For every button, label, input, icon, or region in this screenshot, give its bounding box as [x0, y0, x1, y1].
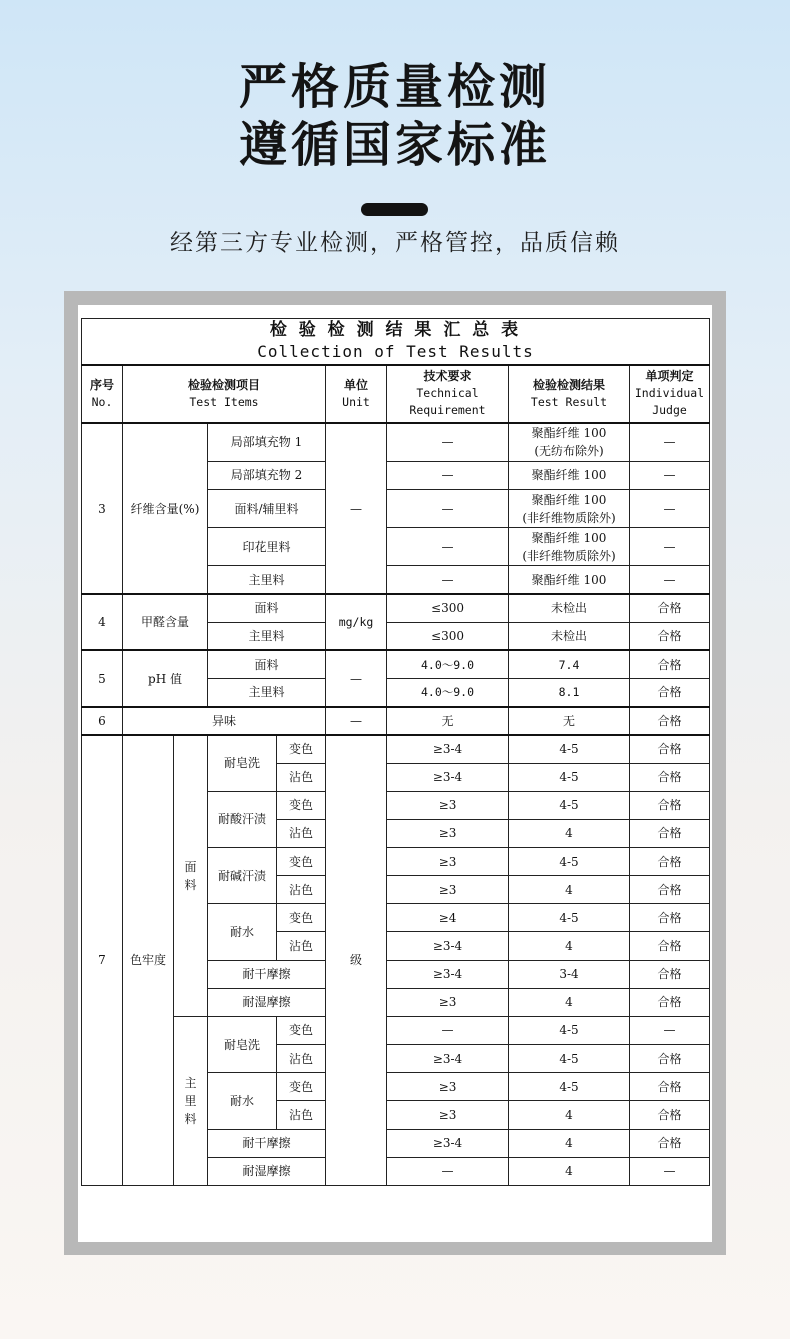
judge-cell: 合格	[630, 763, 710, 791]
colorfast-row	[82, 1016, 710, 1044]
fastness-sub: 变色	[277, 735, 326, 763]
fastness-sub: 变色	[277, 791, 326, 819]
result-cell: 聚酯纤维 100	[509, 566, 630, 594]
result-cell: 4-5	[509, 791, 630, 819]
requirement-cell: ≥3	[387, 988, 509, 1016]
unit-cell: —	[326, 707, 387, 735]
result-line-2: (非纤维物质除外)	[522, 548, 616, 563]
group-label-char: 料	[184, 1111, 197, 1126]
row-number: 6	[82, 707, 123, 735]
fastness-test: 耐湿摩擦	[208, 1157, 326, 1185]
col-no-header: 序号 No.	[82, 365, 123, 423]
requirement-cell: 4.0～9.0	[387, 679, 509, 707]
fastness-sub: 沾色	[277, 1045, 326, 1073]
group-label-char: 主	[184, 1075, 197, 1090]
group-label-char: 里	[184, 1093, 197, 1108]
fiber-row	[82, 423, 710, 461]
result-cell: 未检出	[509, 594, 630, 622]
sub-item: 主里料	[208, 622, 326, 650]
requirement-cell: —	[387, 461, 509, 489]
judge-cell: —	[630, 423, 710, 461]
test-item: pH 值	[123, 650, 208, 706]
result-cell: 4	[509, 819, 630, 847]
fastness-sub: 变色	[277, 904, 326, 932]
requirement-cell: —	[387, 528, 509, 566]
colorfast-row	[82, 735, 710, 763]
row-number: 3	[82, 423, 123, 594]
requirement-cell: ≥3	[387, 847, 509, 875]
sub-item: 局部填充物 1	[208, 423, 326, 461]
result-cell: 4	[509, 988, 630, 1016]
judge-cell: 合格	[630, 847, 710, 875]
col-items-header: 检验检测项目 Test Items	[123, 365, 326, 423]
fastness-sub: 变色	[277, 847, 326, 875]
col-result-header: 检验检测结果 Test Result	[509, 365, 630, 423]
report-title-en: Collection of Test Results	[257, 342, 534, 362]
judge-cell: 合格	[630, 707, 710, 735]
test-item: 甲醛含量	[123, 594, 208, 650]
judge-cell: 合格	[630, 1129, 710, 1157]
result-cell: 4	[509, 1101, 630, 1129]
judge-cell: 合格	[630, 791, 710, 819]
result-cell: 4	[509, 1129, 630, 1157]
requirement-cell: ≤300	[387, 594, 509, 622]
requirement-cell: —	[387, 566, 509, 594]
judge-cell: 合格	[630, 735, 710, 763]
sub-item: 局部填充物 2	[208, 461, 326, 489]
result-line-2: (无纺布除外)	[534, 444, 604, 459]
fastness-test: 耐皂洗	[208, 1016, 277, 1072]
fastness-sub: 沾色	[277, 876, 326, 904]
unit-cell: 级	[326, 735, 387, 1186]
test-item: 异味	[123, 707, 326, 735]
requirement-cell: ≥4	[387, 904, 509, 932]
result-cell	[509, 489, 630, 527]
row-number: 4	[82, 594, 123, 650]
judge-cell: —	[630, 1157, 710, 1185]
result-line-1: 聚酯纤维 100	[531, 530, 607, 545]
result-cell: 4-5	[509, 763, 630, 791]
requirement-cell: ≥3-4	[387, 763, 509, 791]
judge-cell: 合格	[630, 650, 710, 678]
test-results-table	[81, 318, 710, 1186]
requirement-cell: ≥3-4	[387, 932, 509, 960]
judge-cell: 合格	[630, 932, 710, 960]
judge-cell: 合格	[630, 988, 710, 1016]
result-cell: 7.4	[509, 650, 630, 678]
fastness-test: 耐皂洗	[208, 735, 277, 791]
result-line-2: (非纤维物质除外)	[522, 510, 616, 525]
judge-cell: 合格	[630, 960, 710, 988]
fabric-group-label	[174, 735, 208, 1017]
sub-item: 面料	[208, 650, 326, 678]
fastness-sub: 沾色	[277, 819, 326, 847]
requirement-cell: —	[387, 1016, 509, 1044]
requirement-cell: ≥3	[387, 791, 509, 819]
fastness-sub: 变色	[277, 1016, 326, 1044]
sub-item: 面料/辅里料	[208, 489, 326, 527]
requirement-cell: 4.0～9.0	[387, 650, 509, 678]
group-label-char: 面	[184, 859, 197, 874]
report-title-row	[82, 319, 710, 365]
odor-row	[82, 707, 710, 735]
requirement-cell: ≤300	[387, 622, 509, 650]
result-cell: 4	[509, 1157, 630, 1185]
result-line-1: 聚酯纤维 100	[531, 426, 607, 441]
judge-cell: 合格	[630, 1101, 710, 1129]
judge-cell: —	[630, 528, 710, 566]
result-cell: 4-5	[509, 847, 630, 875]
result-cell: 未检出	[509, 622, 630, 650]
formaldehyde-row	[82, 594, 710, 622]
requirement-cell: ≥3-4	[387, 735, 509, 763]
result-cell: 4	[509, 876, 630, 904]
divider-pill	[361, 203, 428, 216]
ph-row	[82, 650, 710, 678]
requirement-cell: ≥3	[387, 876, 509, 904]
report-title-cn: 检 验 检 测 结 果 汇 总 表	[269, 320, 522, 341]
headline-line-2: 遵循国家标准	[238, 117, 551, 173]
judge-cell: —	[630, 489, 710, 527]
col-requirement-header: 技术要求 Technical Requirement	[387, 365, 509, 423]
requirement-cell: ≥3-4	[387, 1129, 509, 1157]
group-label-char: 料	[184, 877, 197, 892]
row-number: 7	[82, 735, 123, 1186]
fastness-sub: 沾色	[277, 1101, 326, 1129]
fastness-sub: 沾色	[277, 763, 326, 791]
fastness-test: 耐水	[208, 904, 277, 960]
fastness-sub: 沾色	[277, 932, 326, 960]
unit-cell: —	[326, 650, 387, 706]
sub-item: 主里料	[208, 679, 326, 707]
judge-cell: 合格	[630, 679, 710, 707]
fastness-test: 耐酸汗渍	[208, 791, 277, 847]
result-cell: 聚酯纤维 100	[509, 461, 630, 489]
requirement-cell: ≥3	[387, 1073, 509, 1101]
requirement-cell: ≥3-4	[387, 1045, 509, 1073]
result-cell: 4-5	[509, 1016, 630, 1044]
unit-cell: —	[326, 423, 387, 594]
fastness-test: 耐湿摩擦	[208, 988, 326, 1016]
judge-cell: —	[630, 461, 710, 489]
result-cell: 无	[509, 707, 630, 735]
test-item: 纤维含量(%)	[123, 423, 208, 594]
requirement-cell: —	[387, 489, 509, 527]
col-judge-header: 单项判定 Individual Judge	[630, 365, 710, 423]
fastness-test: 耐碱汗渍	[208, 847, 277, 903]
judge-cell: 合格	[630, 622, 710, 650]
judge-cell: —	[630, 566, 710, 594]
subtitle: 经第三方专业检测，严格管控，品质信赖	[170, 230, 620, 256]
lining-group-label	[174, 1016, 208, 1185]
sub-item: 主里料	[208, 566, 326, 594]
requirement-cell: ≥3	[387, 1101, 509, 1129]
requirement-cell: —	[387, 1157, 509, 1185]
col-unit-header: 单位 Unit	[326, 365, 387, 423]
test-item: 色牢度	[123, 735, 174, 1186]
judge-cell: 合格	[630, 819, 710, 847]
result-cell	[509, 423, 630, 461]
result-cell: 4-5	[509, 1073, 630, 1101]
judge-cell: 合格	[630, 876, 710, 904]
result-cell: 8.1	[509, 679, 630, 707]
judge-cell: 合格	[630, 1073, 710, 1101]
result-cell: 4-5	[509, 904, 630, 932]
column-header-row	[82, 365, 710, 423]
judge-cell: —	[630, 1016, 710, 1044]
sub-item: 面料	[208, 594, 326, 622]
judge-cell: 合格	[630, 1045, 710, 1073]
judge-cell: 合格	[630, 594, 710, 622]
headline-line-1: 严格质量检测	[238, 59, 551, 115]
result-cell: 3-4	[509, 960, 630, 988]
judge-cell: 合格	[630, 904, 710, 932]
result-line-1: 聚酯纤维 100	[531, 492, 607, 507]
sub-item: 印花里料	[208, 528, 326, 566]
row-number: 5	[82, 650, 123, 706]
requirement-cell: ≥3	[387, 819, 509, 847]
result-cell: 4	[509, 932, 630, 960]
unit-cell: mg/kg	[326, 594, 387, 650]
requirement-cell: ≥3-4	[387, 960, 509, 988]
fastness-test: 耐水	[208, 1073, 277, 1129]
result-cell: 4-5	[509, 1045, 630, 1073]
result-cell: 4-5	[509, 735, 630, 763]
fastness-test: 耐干摩擦	[208, 960, 326, 988]
result-cell	[509, 528, 630, 566]
requirement-cell: 无	[387, 707, 509, 735]
fastness-sub: 变色	[277, 1073, 326, 1101]
fastness-test: 耐干摩擦	[208, 1129, 326, 1157]
requirement-cell: —	[387, 423, 509, 461]
